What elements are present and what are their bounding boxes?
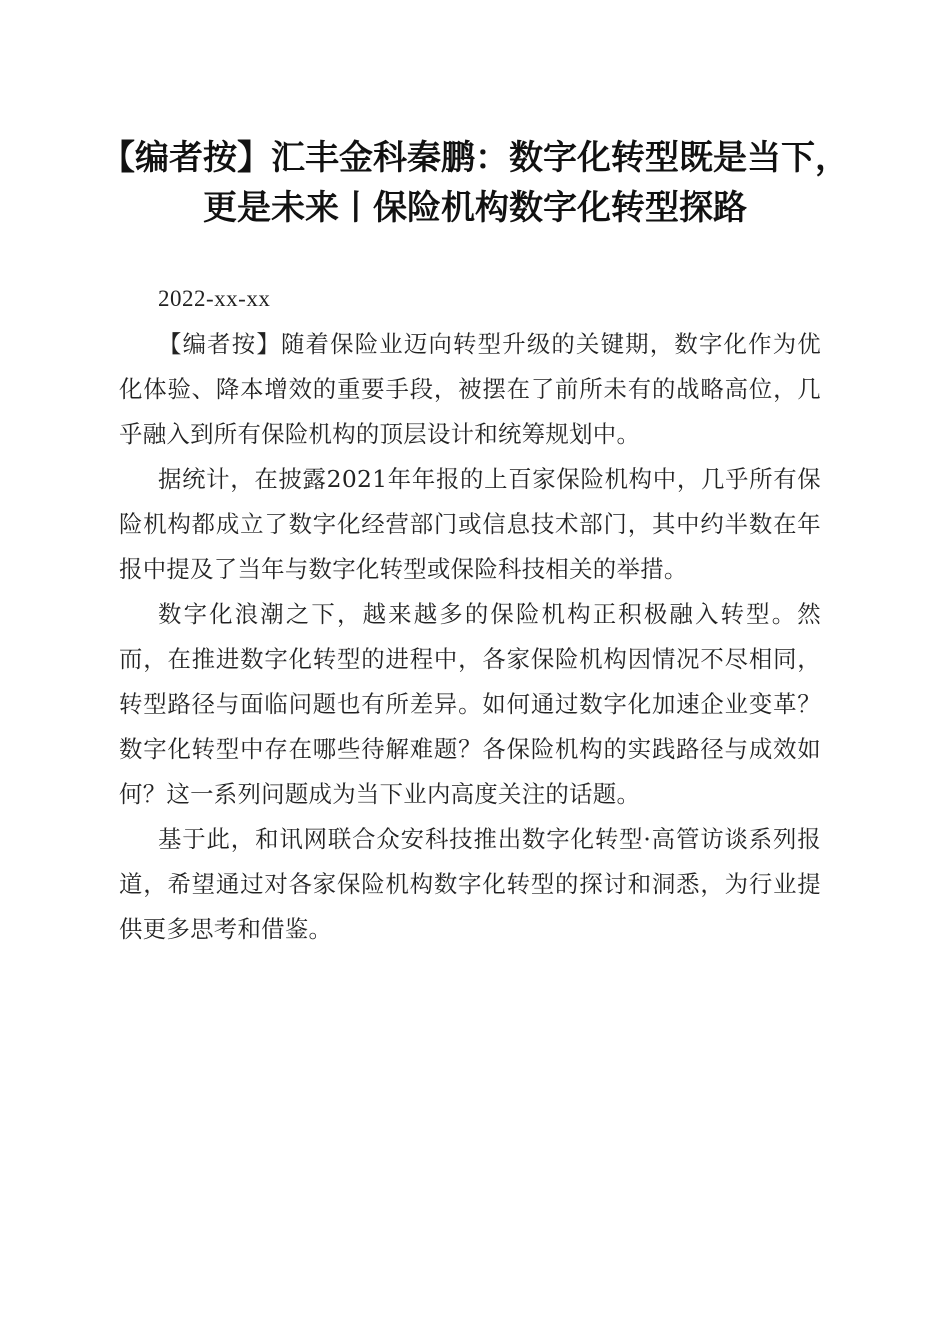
paragraph-editor-note: 【编者按】随着保险业迈向转型升级的关键期，数字化作为优化体验、降本增效的重要手段，被摆在了前所未有的战略高位，几乎融入到所有保险机构的顶层设计和统筹规划中。 — [119, 330, 821, 448]
document-body — [119, 284, 821, 952]
paragraph-series-intro: 基于此，和讯网联合众安科技推出数字化转型·高管访谈系列报道，希望通过对各家保险机构数字化转型的探讨和洞悉，为行业提供更多思考和借鉴。 — [119, 825, 821, 943]
publish-date: 2022-xx-xx — [158, 286, 271, 311]
paragraph-statistics: 据统计，在披露2021年年报的上百家保险机构中，几乎所有保险机构都成立了数字化经营部门或信息技术部门，其中约半数在年报中提及了当年与数字化转型或保险科技相关的举措。 — [119, 465, 821, 583]
document-title: 【编者按】汇丰金科秦鹏：数字化转型既是当下，更是未来丨保险机构数字化转型探路 — [101, 138, 849, 228]
paragraph-questions: 数字化浪潮之下，越来越多的保险机构正积极融入转型。然而，在推进数字化转型的进程中，各家保险机构因情况不尽相同，转型路径与面临问题也有所差异。如何通过数字化加速企业变革？数字化转型中存在哪些待解难题？各保险机构的实践路径与成效如何？这一系列问题成为当下业内高度关注的话题。 — [119, 600, 821, 808]
